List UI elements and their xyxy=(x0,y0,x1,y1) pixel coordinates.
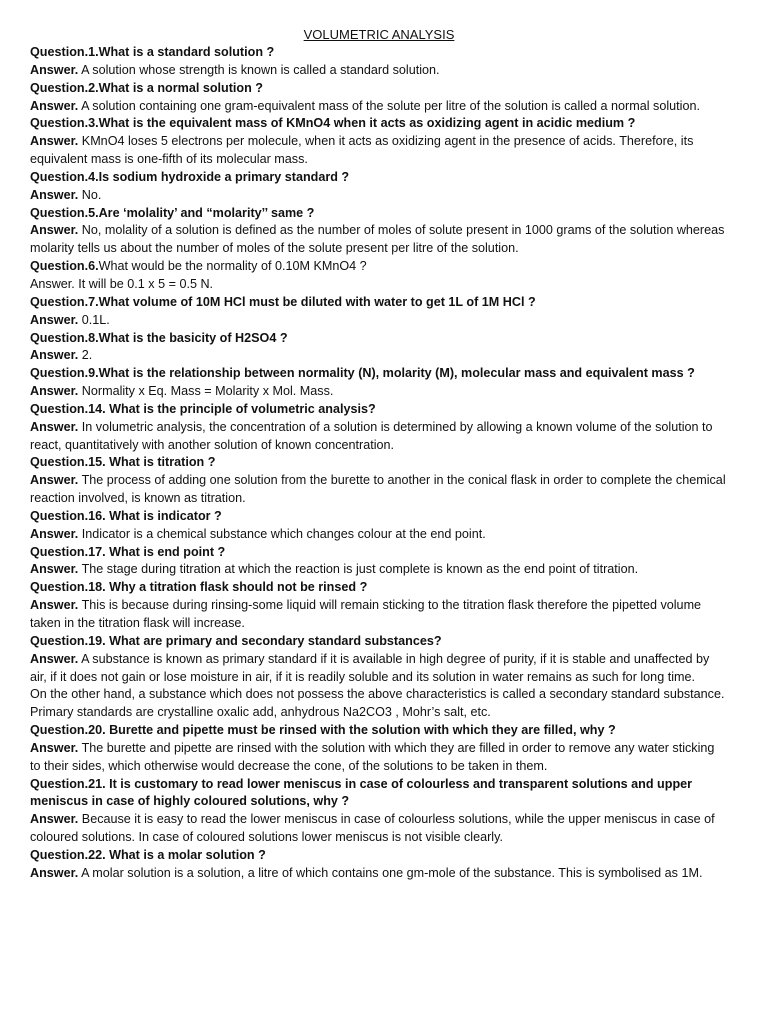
answer-label: Answer. xyxy=(30,473,79,488)
answer xyxy=(30,383,728,401)
answer-text: 2. xyxy=(78,348,93,363)
answer xyxy=(30,811,728,847)
answer-text: Normality x Eq. Mass = Molarity x Mol. Mass. xyxy=(78,384,334,399)
answer-text: A molar solution is a solution, a litre of which contains one gm-mole of the substance. This is symbolised as 1M. xyxy=(78,865,703,880)
answer-label: Answer. xyxy=(30,740,79,755)
question xyxy=(30,80,728,98)
answer-label: Answer. xyxy=(30,526,79,541)
answer-label: Answer. xyxy=(30,223,79,238)
answer-text: The stage during titration at which the reaction is just complete is known as the end point of titration. xyxy=(78,562,639,577)
answer-label: Answer. xyxy=(30,98,79,113)
question-text: Question.20. Burette and pipette must be rinsed with the solution with which they are filled, why ? xyxy=(30,723,616,738)
answer xyxy=(30,98,728,116)
question xyxy=(30,579,728,597)
answer-label: Answer. xyxy=(30,651,79,666)
answer-text: A substance is known as primary standard if it is available in high degree of purity, if it is stable and unaffected by air, if it does not gain or lose moisture in air, if it is readily soluble and its solution in water remains as such for long time. xyxy=(30,651,710,684)
answer xyxy=(30,347,728,365)
question-text: Question.18. Why a titration flask should not be rinsed ? xyxy=(30,580,368,595)
answer xyxy=(30,472,728,508)
answer-label: Answer. xyxy=(30,384,79,399)
question xyxy=(30,722,728,740)
question xyxy=(30,294,728,312)
answer xyxy=(30,62,728,80)
answer xyxy=(30,312,728,330)
question xyxy=(30,544,728,562)
answer-text: In volumetric analysis, the concentration of a solution is determined by allowing a known volume of the solution to react, quantitatively with another solution of known concentration. xyxy=(30,419,713,452)
answer xyxy=(30,276,728,294)
question xyxy=(30,508,728,526)
answer-label: Answer. xyxy=(30,62,79,77)
question-text: Question.8.What is the basicity of H2SO4 ? xyxy=(30,330,288,345)
question xyxy=(30,115,728,133)
question xyxy=(30,330,728,348)
question xyxy=(30,454,728,472)
answer xyxy=(30,133,728,169)
answer-label: Answer. xyxy=(30,348,79,363)
answer xyxy=(30,526,728,544)
answer-text: It will be 0.1 x 5 = 0.5 N. xyxy=(74,276,214,291)
answer-label: Answer. xyxy=(30,562,79,577)
question-text: Question.21. It is customary to read lower meniscus in case of colourless and transparent solutions and upper meniscus in case of highly coloured solutions, why ? xyxy=(30,776,693,809)
answer-text: KMnO4 loses 5 electrons per molecule, when it acts as oxidizing agent in the presence of acids. Therefore, its equivalent mass is one-fifth of its molecular mass. xyxy=(30,134,694,167)
answer-text: The burette and pipette are rinsed with the solution with which they are filled in order to remove any water sticking to their sides, which otherwise would decrease the cone, of the solutions to be taken in them. xyxy=(30,740,715,773)
question xyxy=(30,258,728,276)
answer-label: Answer. xyxy=(30,312,79,327)
question xyxy=(30,44,728,62)
question-text: Question.9.What is the relationship between normality (N), molarity (M), molecular mass and equivalent mass ? xyxy=(30,366,695,381)
answer-text: Because it is easy to read the lower meniscus in case of colourless solutions, while the upper meniscus in case of coloured solutions. In case of coloured solutions lower meniscus is not visible clearly. xyxy=(30,812,715,845)
answer xyxy=(30,561,728,579)
question-text: Question.15. What is titration ? xyxy=(30,455,216,470)
answer-text: A solution containing one gram-equivalent mass of the solute per litre of the solution is called a normal solution. xyxy=(78,98,700,113)
question-text: Question.2.What is a normal solution ? xyxy=(30,80,264,95)
answer xyxy=(30,651,728,687)
question xyxy=(30,205,728,223)
answer xyxy=(30,865,728,883)
answer-text: No, molality of a solution is defined as the number of moles of solute present in 1000 grams of the solution whereas molarity tells us about the number of moles of the solute present per litre of the solution. xyxy=(30,223,725,256)
answer-text: A solution whose strength is known is called a standard solution. xyxy=(78,62,440,77)
question-text: Question.16. What is indicator ? xyxy=(30,508,222,523)
answer xyxy=(30,222,728,258)
answer xyxy=(30,597,728,633)
paragraph: On the other hand, a substance which does not possess the above characteristics is called a secondary standard substance. Primary standards are crystalline oxalic add, anhydrous Na2CO3 , Mohr’s salt, etc. xyxy=(30,687,725,720)
qa-list xyxy=(30,44,728,883)
answer-text: 0.1L. xyxy=(78,312,110,327)
answer-label: Answer. xyxy=(30,598,79,613)
answer-text: Indicator is a chemical substance which changes colour at the end point. xyxy=(78,526,486,541)
question xyxy=(30,776,728,812)
question-text: Question.3.What is the equivalent mass of KMnO4 when it acts as oxidizing agent in acidic medium ? xyxy=(30,116,636,131)
question-text: Question.14. What is the principle of volumetric analysis? xyxy=(30,401,376,416)
question-text: Question.6. xyxy=(30,259,99,274)
answer xyxy=(30,740,728,776)
answer-text: The process of adding one solution from the burette to another in the conical flask in order to complete the chemical reaction involved, is known as titration. xyxy=(30,473,726,506)
question-text: Question.22. What is a molar solution ? xyxy=(30,847,266,862)
answer-label: Answer. xyxy=(30,276,75,291)
answer-label: Answer. xyxy=(30,812,79,827)
page-title: VOLUMETRIC ANALYSIS xyxy=(303,27,455,42)
answer xyxy=(30,419,728,455)
question-text-rest: What would be the normality of 0.10M KMnO4 ? xyxy=(98,259,367,274)
answer-text: This is because during rinsing-some liquid will remain sticking to the titration flask therefore the pipetted volume taken in the titration flask will increase. xyxy=(30,598,702,630)
question xyxy=(30,401,728,419)
answer-label: Answer. xyxy=(30,865,79,880)
question xyxy=(30,365,728,383)
answer-label: Answer. xyxy=(30,187,79,202)
question-text: Question.4.Is sodium hydroxide a primary standard ? xyxy=(30,169,350,184)
answer xyxy=(30,187,728,205)
answer-text: No. xyxy=(78,187,102,202)
answer-label: Answer. xyxy=(30,134,79,149)
question xyxy=(30,847,728,865)
question-text: Question.5.Are ‘molality’ and “molarity’’ same ? xyxy=(30,205,315,220)
question xyxy=(30,169,728,187)
question-text: Question.17. What is end point ? xyxy=(30,544,226,559)
question-text: Question.19. What are primary and secondary standard substances? xyxy=(30,633,442,648)
question-text: Question.1.What is a standard solution ? xyxy=(30,45,275,59)
question-text: Question.7.What volume of 10M HCl must be diluted with water to get 1L of 1M HCl ? xyxy=(30,294,536,309)
question xyxy=(30,633,728,651)
answer-label: Answer. xyxy=(30,419,79,434)
